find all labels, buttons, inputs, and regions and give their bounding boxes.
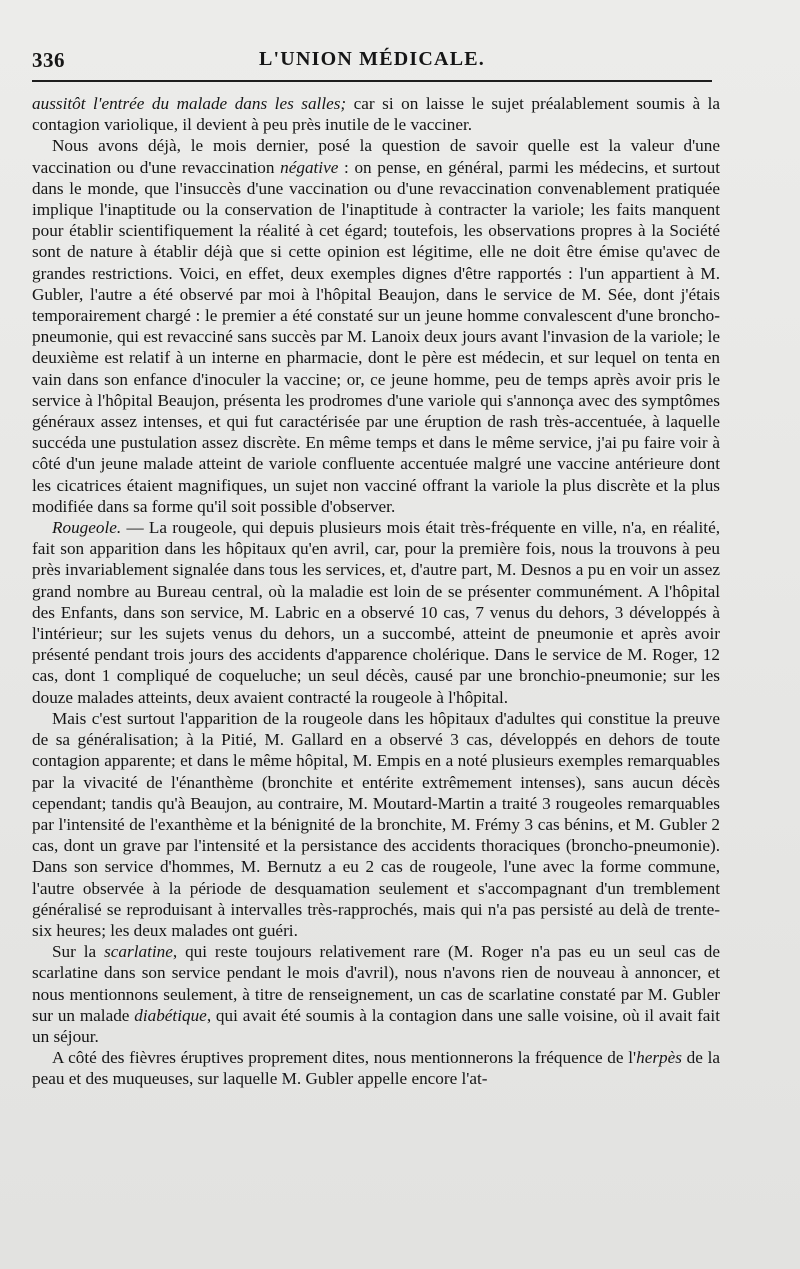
paragraph-rougeole — [32, 517, 720, 708]
italic-text: négative — [280, 157, 339, 177]
text-run: — La rougeole, qui depuis plusieurs mois était très-fréquente en ville, n'a, en réalité, fait son apparition dans les hôpitaux qu'en avril, car, pour la première fois, nous la trouvons à peu près invariablement signalée dans tous les services, et, d'autre part, M. Desnos a pu en voir un assez grand nombre au Bureau central, où la maladie est loin de se présenter communément. A l'hôpital des Enfants, dans son service, M. Labric en a observé 10 cas, 7 venus du dehors, 3 développés à l'intérieur; sur les sujets venus du dehors, un a succombé, atteint de pneumonie et après avoir présenté pendant trois jours des accidents d'apparence cholérique. Dans le service de M. Roger, 12 cas, dont 1 compliqué de coqueluche; un seul décès, causé par une bronchio-pneumonie; sur les douze malades atteints, deux avaient contracté la rougeole à l'hôpital. — [32, 518, 720, 707]
text-run: Sur la — [52, 942, 105, 962]
text-run: , qui reste toujours relativement rare (M. Roger n'a pas eu un seul cas de scarlatine dans son service pendant le mois d'avril), nous n'avons rien de nouveau à annoncer, et nous mentionnons seulement, à titre de renseignement, un cas de scarlatine constaté par M. Gubler sur un malade — [32, 942, 721, 1025]
paragraph-scarlatine — [32, 941, 720, 1047]
paragraph-vaccination-negative — [32, 135, 720, 517]
paragraph-variole-conclusion — [32, 93, 720, 135]
text-run: Nous avons déjà, le mois dernier, posé la question de savoir quelle est la valeur d'une vaccination ou d'une revaccination — [32, 136, 720, 177]
text-run: Mais c'est surtout l'apparition de la rougeole dans les hôpitaux d'adultes qui constitue la preuve de sa généralisation; à la Pitié, M. Gallard en a observé 3 cas, développés en dehors de toute contagion apparente; et dans le même hôpital, M. Empis en a noté plusieurs exemples remarquables par la vivacité de l'énanthème (bronchite et entérite extrêmement intenses), sans aucun décès cependant; tandis qu'à Beaujon, au contraire, M. Moutard-Martin a traité 3 rougeoles remarquables par l'intensité de l'exanthème et la bénignité de la bronchite, M. Frémy 3 cas bénins, et M. Gubler 2 cas, dont un grave par l'intensité et la persistance des accidents thoraciques (broncho-pneumonie). Dans son service d'hommes, M. Bernutz a eu 2 cas de rougeole, l'une avec la forme commune, l'autre observée à la période de desquamation seulement et s'accompagnant d'un tremblement généralisé se reproduisant à intervalles très-rapprochés, mais qui n'a pas persisté au delà de trente-six heures; les deux malades ont guéri. — [32, 708, 720, 940]
text-run: : on pense, en général, parmi les médecins, et surtout dans le monde, que l'insuccès d'une vaccination ou d'une revaccination convenablement pratiquée implique l'inaptitude ou la conservation de l'inaptitude à contracter la variole; les faits manquent pour établir scientifiquement la réalité à cet égard; toutefois, les observations propres à la Société sont de nature à établir déjà que si cette opinion est légitime, elle ne doit être émise qu'avec de grandes restrictions. Voici, en effet, deux exemples dignes d'être rapportés : l'un appartient à M. Gubler, l'autre a été observé par moi à l'hôpital Beaujon, dans le service de M. Sée, dont j'étais temporairement chargé : le premier a été constaté sur un jeune homme convalescent d'une broncho-pneumonie, qui est revacciné sans succès par M. Lanoix deux jours avant l'invasion de la variole; le deuxième est relatif à un interne en pharmacie, dont le père est médecin, et sur lequel on tenta en vain dans son enfance d'inoculer la vaccine; or, ce jeune homme, peu de temps après avoir pris le service à l'hôpital Beaujon, présenta les prodromes d'une variole qui s'annonça avec des symptômes généraux assez intenses, et qui fut caractérisée par une éruption de rash très-accentuée, à laquelle succéda une pustulation assez discrète. En même temps et dans le même service, j'ai pu faire voir à côté d'un jeune malade atteint de variole confluente accentuée malgré une vaccine antérieure dont les cicatrices étaient magnifiques, un sujet non vacciné offrant la variole la plus discrète et la plus modifiée dans sa forme qu'il soit possible d'observer. — [32, 157, 720, 516]
italic-text: aussitôt l'entrée du malade dans les salles; — [32, 94, 347, 113]
header-rule — [32, 80, 712, 82]
paragraph-herpes — [32, 1047, 720, 1089]
page-number: 336 — [32, 48, 65, 72]
running-title: L'UNION MÉDICALE. — [259, 48, 485, 70]
italic-text: diabétique — [134, 1005, 207, 1025]
italic-text: herpès — [636, 1048, 682, 1068]
paragraph-rougeole-adultes — [32, 708, 720, 941]
text-run: car si on laisse le sujet préalablement soumis à la contagion variolique, il devient à peu près inutile de le vacciner. — [32, 94, 720, 135]
body-text — [32, 93, 720, 1090]
italic-text: Rougeole. — [52, 518, 122, 538]
text-run: de la peau et des muqueuses, sur laquelle M. Gubler appelle encore l'at- — [32, 1048, 720, 1089]
italic-text: scarlatine — [104, 942, 173, 962]
page-header — [32, 48, 712, 74]
text-run: , qui avait été soumis à la contagion dans une salle voisine, où il avait fait un séjour. — [32, 1005, 720, 1046]
text-run: A côté des fièvres éruptives proprement dites, nous mentionnerons la fréquence de l' — [52, 1048, 637, 1068]
